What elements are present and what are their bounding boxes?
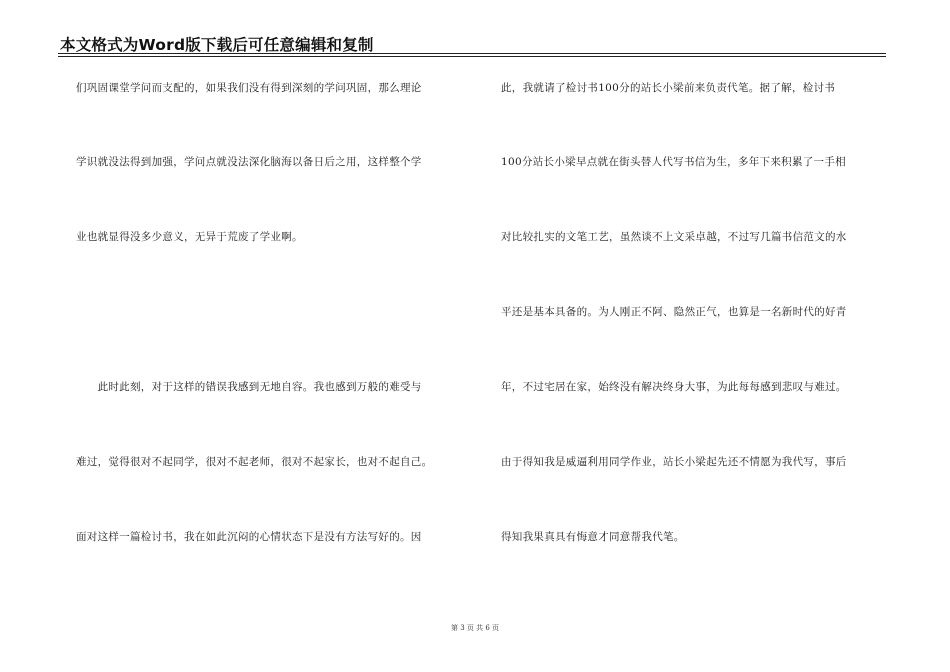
left-text-line-3: 业也就显得没多少意义，无异于荒废了学业啊。 — [76, 231, 303, 243]
page-number-footer: 第 3 页 共 6 页 — [450, 624, 500, 632]
left-text-line-1: 们巩固课堂学问而支配的，如果我们没有得到深刻的学问巩固，那么理论 — [76, 82, 422, 94]
left-text-line-2: 学识就没法得到加强，学问点就没法深化脑海以备日后之用，这样整个学 — [76, 156, 422, 168]
left-text-line-4: 此时此刻，对于这样的错误我感到无地自容。我也感到万般的难受与 — [76, 381, 422, 393]
right-text-line-6: 由于得知我是威逼利用同学作业，站长小梁起先还不情愿为我代写，事后 — [501, 456, 847, 468]
right-text-line-5: 年，不过宅居在家，始终没有解决终身大事，为此每每感到悲叹与难过。 — [501, 381, 847, 393]
right-text-line-4: 平还是基本具备的。为人刚正不阿、隐然正气，也算是一名新时代的好青 — [501, 306, 847, 318]
document-header-title: 本文格式为Word版下载后可任意编辑和复制 — [60, 36, 374, 54]
right-text-line-7: 得知我果真具有悔意才同意帮我代笔。 — [501, 531, 685, 543]
right-text-line-3: 对比较扎实的文笔工艺，虽然谈不上文采卓越，不过写几篇书信范文的水 — [501, 231, 847, 243]
right-text-line-2: 100分站长小梁早点就在街头替人代写书信为生，多年下来积累了一手相 — [501, 156, 846, 168]
left-text-line-5: 难过，觉得很对不起同学，很对不起老师，很对不起家长，也对不起自己。 — [76, 456, 433, 468]
header-divider-line-bold — [58, 56, 886, 57]
right-text-line-1: 此，我就请了检讨书100分的站长小梁前来负责代笔。据了解，检讨书 — [501, 82, 836, 94]
header-divider-line — [58, 53, 886, 54]
left-text-line-6: 面对这样一篇检讨书，我在如此沉闷的心情状态下是没有方法写好的。因 — [76, 531, 422, 543]
